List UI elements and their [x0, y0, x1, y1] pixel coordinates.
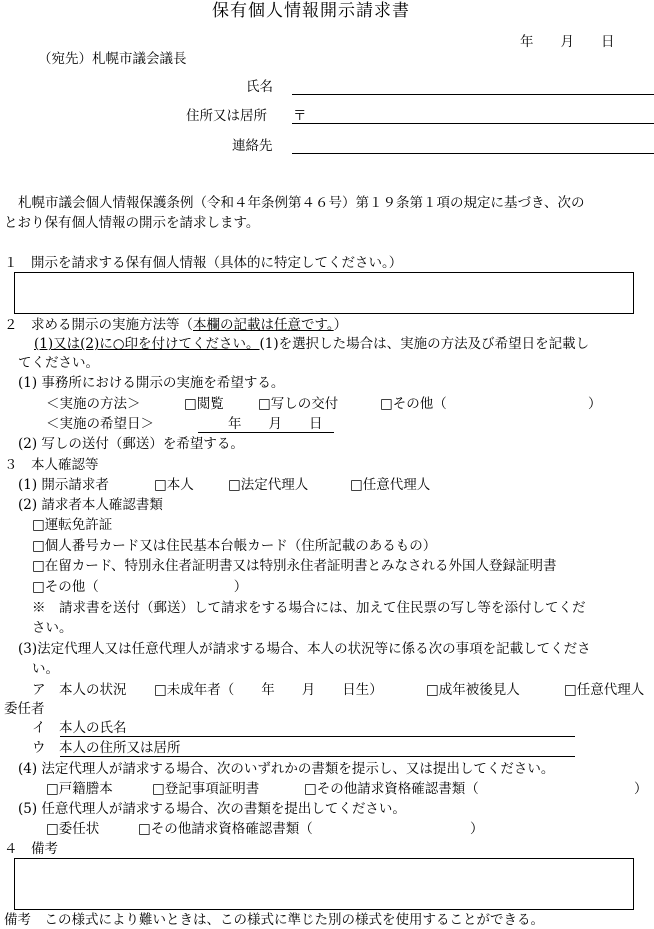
name-field[interactable]	[292, 94, 654, 95]
addressee: （宛先）札幌市議会議長	[38, 51, 187, 67]
principal-name-row	[32, 719, 127, 737]
doc-residence-card-checkbox[interactable]: □在留カード、特別永住者証明書又は特別永住者証明書とみなされる外国人登録証明書	[32, 558, 557, 574]
section-3-heading: ３ 本人確認等	[4, 457, 99, 473]
date-value: 年 月 日	[228, 416, 323, 432]
requester-label: (1) 開示請求者	[18, 477, 109, 493]
doc-registry-checkbox[interactable]: □登記事項証明書	[152, 781, 260, 797]
method-other-close: ）	[588, 396, 602, 412]
requester-voluntary-checkbox[interactable]: □任意代理人	[350, 477, 431, 493]
name-label: 氏名	[246, 79, 273, 95]
principal-name-marker: イ	[32, 720, 59, 736]
status-adult-ward-checkbox[interactable]: □成年被後見人	[426, 682, 520, 698]
requester-legal-checkbox[interactable]: □法定代理人	[228, 477, 309, 493]
instruction-underlined: (1)又は(2)に○印を付けてください。	[34, 336, 260, 352]
section-4-heading: ４ 備考	[4, 841, 58, 857]
requester-self-checkbox[interactable]: □本人	[154, 477, 194, 493]
address-label: 住所又は居所	[186, 108, 267, 124]
method-other-checkbox[interactable]: □その他（	[380, 396, 447, 412]
instruction-continued: てください。	[18, 355, 99, 371]
status-voluntary-checkbox[interactable]: □任意代理人	[564, 682, 645, 698]
section-2-instructions	[34, 335, 589, 353]
doc-license-checkbox[interactable]: □運転免許証	[32, 517, 113, 533]
date-label: ＜実施の希望日＞	[46, 416, 154, 432]
section-1-heading: １ 開示を請求する保有個人情報（具体的に特定してください。）	[4, 255, 403, 271]
mail-note-line-2: さい。	[32, 620, 73, 636]
doc-other-checkbox[interactable]: □その他（ ）	[32, 579, 248, 595]
principal-address-row	[32, 739, 181, 757]
contact-field[interactable]	[292, 153, 654, 154]
method-label: ＜実施の方法＞	[46, 396, 141, 412]
legal-proxy-docs-label: (4) 法定代理人が請求する場合、次のいずれかの書類を提示し、又は提出してください。	[18, 761, 555, 777]
id-docs-label: (2) 請求者本人確認書類	[18, 497, 163, 513]
method-copy-checkbox[interactable]: □写しの交付	[258, 396, 339, 412]
doc-voluntary-other-close: ）	[470, 821, 484, 837]
principal-name-label: 本人の氏名	[59, 720, 127, 736]
doc-mynumber-checkbox[interactable]: □個人番号カード又は住民基本台帳カード（住所記載のあるもの）	[32, 538, 437, 554]
status-continued: 委任者	[4, 701, 45, 717]
intro-line-2: とおり保有個人情報の開示を請求します。	[4, 215, 260, 231]
footnote: 備考 この様式により難いときは、この様式に準じた別の様式を使用することができる。	[4, 912, 544, 928]
principal-status-label: ア 本人の状況	[32, 682, 127, 698]
method-view-checkbox[interactable]: □閲覧	[184, 396, 224, 412]
contact-label: 連絡先	[232, 138, 273, 154]
address-field[interactable]	[292, 123, 654, 124]
doc-koseki-checkbox[interactable]: □戸籍謄本	[46, 781, 113, 797]
status-minor-checkbox[interactable]: □未成年者（ 年 月 日生）	[154, 682, 383, 698]
info-request-box[interactable]	[14, 272, 634, 314]
proxy-note-line-1: (3)法定代理人又は任意代理人が請求する場合、本人の状況等に係る次の事項を記載してくださ	[18, 641, 591, 657]
date-line: 年 月 日	[520, 34, 615, 50]
section-2-heading-text: ２ 求める開示の実施方法等（	[4, 317, 193, 333]
page-title: 保有個人情報開示請求書	[212, 1, 410, 21]
principal-address-marker: ウ	[32, 740, 59, 756]
principal-name-field[interactable]	[60, 736, 575, 737]
voluntary-proxy-docs-label: (5) 任意代理人が請求する場合、次の書類を提出してください。	[18, 801, 406, 817]
doc-legal-other-checkbox[interactable]: □その他請求資格確認書類（	[304, 781, 479, 797]
doc-power-of-attorney-checkbox[interactable]: □委任状	[46, 821, 100, 837]
mail-note-line-1: ※ 請求書を送付（郵送）して請求をする場合には、加えて住民票の写し等を添付してくだ	[32, 600, 586, 616]
doc-voluntary-other-checkbox[interactable]: □その他請求資格確認書類（	[138, 821, 313, 837]
instruction-rest: (1)を選択した場合は、実施の方法及び希望日を記載し	[259, 336, 590, 352]
option-mail-copy[interactable]: (2) 写しの送付（郵送）を希望する。	[18, 436, 244, 452]
postal-mark: 〒	[293, 108, 307, 124]
option-office-viewing[interactable]: (1) 事務所における開示の実施を希望する。	[18, 375, 285, 391]
principal-address-label: 本人の住所又は居所	[59, 740, 181, 756]
proxy-note-line-2: い。	[32, 661, 59, 677]
intro-line-1: 札幌市議会個人情報保護条例（令和４年条例第４６号）第１９条第１項の規定に基づき、次の	[18, 195, 585, 211]
remarks-box[interactable]	[14, 858, 634, 910]
optional-note: 本欄の記載は任意です。	[193, 317, 334, 333]
section-2-heading-close: ）	[333, 317, 348, 333]
date-field[interactable]	[198, 432, 334, 433]
doc-legal-other-close: ）	[634, 781, 648, 797]
section-2-heading	[4, 316, 347, 334]
principal-address-field[interactable]	[60, 756, 575, 757]
